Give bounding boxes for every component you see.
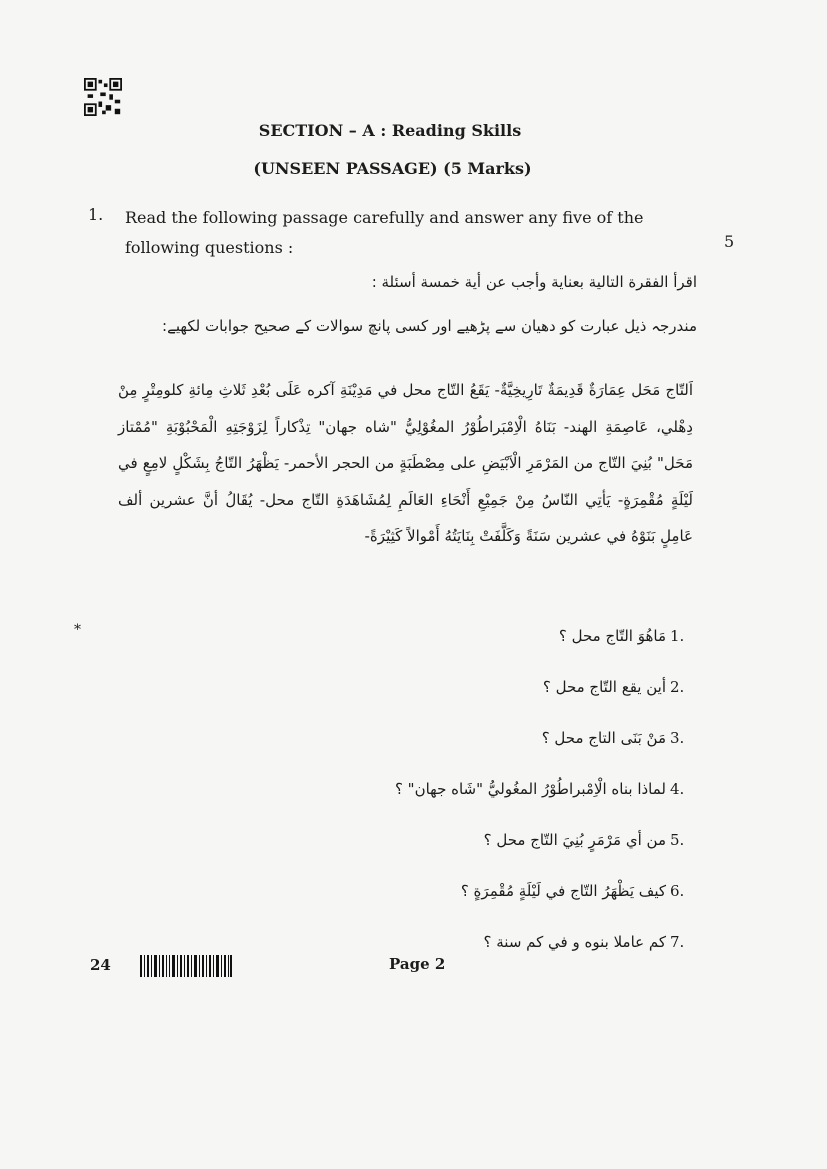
list-item [300, 712, 700, 763]
list-item [300, 916, 700, 967]
section-subtitle: (UNSEEN PASSAGE) (5 Marks) [253, 159, 532, 178]
question-marks: 5 [724, 232, 735, 251]
item-number: 7. [670, 932, 685, 951]
item-text: من أي مَرْمَرٍ بُنِيَ التّاج محل ؟ [483, 830, 666, 849]
item-text: كم عاملا بنوه و في كم سنة ؟ [483, 932, 666, 951]
list-item [300, 814, 700, 865]
item-text: أين يقع التّاج محل ؟ [542, 677, 666, 696]
reading-passage: اَلتّاج مَحَل عِمَارَةٌ قَدِيمَةٌ تَارِيخِيَّةٌ- يَقَعُ التّاج محل في مَدِيْنَةِ آكره عَلَى بُعْدِ ثَلاثِ مِائةِ كلومِتْرٍ مِنْ دِهْلي، عَاصِمَةِ الهند- بَنَاهُ الْاِمْبَراطُوْرُ المغُوْلِيُّ "شاه جهان" تِذْكاراً لِزَوْجَتِهِ الْمَحْبُوْبَةِ "مُمْتاز مَحَل" بُنِيَ التّاج من المَرْمَرِ الْاَبْيَضِ على مِصْطَبَةٍ من الحجر الأحمر- يَظْهَرُ التّاجُ بِشَكْلٍ لامِعٍ في لَيْلَةٍ مُقْمِرَةٍ- يَأتِي النّاسُ مِنْ جَمِيْعِ أَنْحَاءِ العَالَمِ لِمُشَاهَدَةِ التّاج محل- يُقَالُ أنَّ عشرين ألف عَامِلٍ بَنَوْهُ في عشرين سَنَةً وَكَلَّفَتْ بِنَايَتُهُ أَمْوالاً كَثِيْرَةً- [118, 381, 693, 545]
urdu-instruction: مندرجہ ذیل عبارت کو دھیان سے پڑھیے اور کسی پانچ سوالات کے صحیح جوابات لکھیے: [162, 317, 697, 335]
list-item [300, 865, 700, 916]
margin-asterisk: * [74, 622, 81, 638]
page-number: Page 2 [389, 955, 446, 973]
item-text: كيف يَظْهَرُ التّاج في لَيْلَةٍ مُقْمِرَةٍ ؟ [460, 881, 666, 900]
item-text: مَاهُوَ التّاج محل ؟ [558, 626, 666, 645]
item-number: 4. [670, 779, 685, 798]
section-title: SECTION – A : Reading Skills [258, 121, 522, 140]
arabic-instruction: اقرأ الفقرة التالية بعناية وأجب عن أية خمسة أسئلة : [371, 273, 697, 291]
item-number: 2. [670, 677, 685, 696]
item-number: 6. [670, 881, 685, 900]
barcode [140, 955, 232, 977]
list-item [300, 661, 700, 712]
question-text: Read the following passage carefully and answer any five of the following questions : [125, 208, 644, 257]
list-item [300, 763, 700, 814]
question-list [300, 610, 700, 967]
item-number: 5. [670, 830, 685, 849]
item-number: 1. [670, 626, 685, 645]
item-number: 3. [670, 728, 685, 747]
footer-code: 24 [90, 956, 111, 974]
list-item [300, 610, 700, 661]
item-text: مَنْ بَنَى التاج محل ؟ [541, 728, 666, 747]
qr-code [84, 78, 122, 116]
item-text: لماذا بناه الْاِمْبراطُوْرُ المغُوليُّ "شَاه جهان" ؟ [394, 779, 666, 798]
question-number: 1. [88, 205, 104, 224]
